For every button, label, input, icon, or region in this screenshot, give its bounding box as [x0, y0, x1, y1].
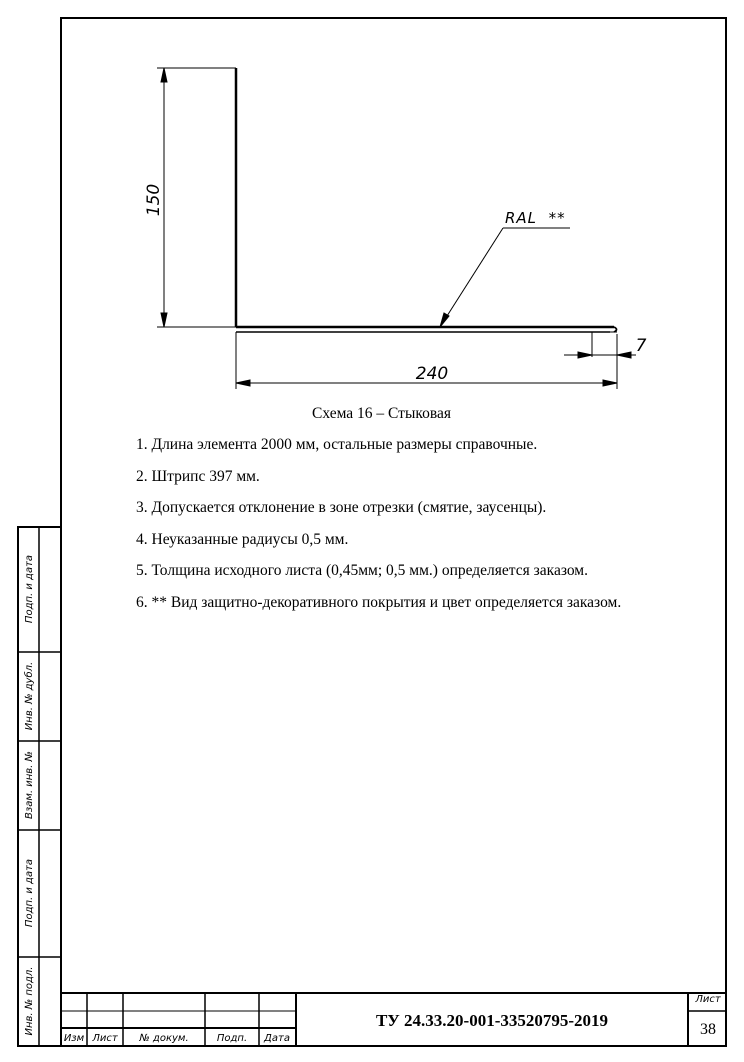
coating-label: RAL ** [505, 209, 566, 227]
tb-col-izm: Изм [63, 1033, 85, 1044]
tb-col-podp: Подп. [216, 1033, 248, 1044]
dimension-hem [564, 332, 636, 358]
side-label-inv-dubl: Инв. № дубл. [24, 661, 35, 731]
dimension-hem-label: 7 [635, 336, 647, 356]
tb-col-data: Дата [264, 1033, 290, 1044]
side-label-podp-data-1: Подп. и дата [24, 554, 35, 624]
note-item: 4. Неуказанные радиусы 0,5 мм. [136, 530, 349, 548]
tb-col-list: Лист [92, 1033, 118, 1044]
side-label-podp-data-2: Подп. и дата [24, 858, 35, 928]
note-item: 3. Допускается отклонение в зоне отрезки (смятие, заусенцы). [136, 499, 547, 517]
profile-shape [236, 68, 617, 332]
dimension-height [157, 68, 236, 327]
tb-col-doc: № докум. [139, 1033, 189, 1044]
side-label-vzam-inv: Взам. инв. № [24, 751, 35, 819]
document-code: ТУ 24.33.20-001-33520795-2019 [375, 1011, 609, 1030]
sheet-number: 38 [700, 1021, 716, 1038]
notes-list [136, 436, 621, 626]
dimension-length-label: 240 [415, 364, 449, 384]
note-item: 6. ** Вид защитно-декоративного покрытия и цвет определяется заказом. [136, 593, 622, 611]
note-item: 2. Штрипс 397 мм. [136, 467, 260, 485]
dimension-height-label: 150 [144, 183, 164, 217]
note-item: 5. Толщина исходного листа (0,45мм; 0,5 мм.) определяется заказом. [136, 562, 588, 580]
coating-leader [440, 228, 570, 327]
side-label-inv-podl: Инв. № подл. [24, 966, 35, 1036]
sheet-label: Лист [695, 994, 721, 1005]
note-item: 1. Длина элемента 2000 мм, остальные размеры справочные. [136, 436, 538, 453]
figure-caption: Схема 16 – Стыковая [312, 405, 451, 422]
